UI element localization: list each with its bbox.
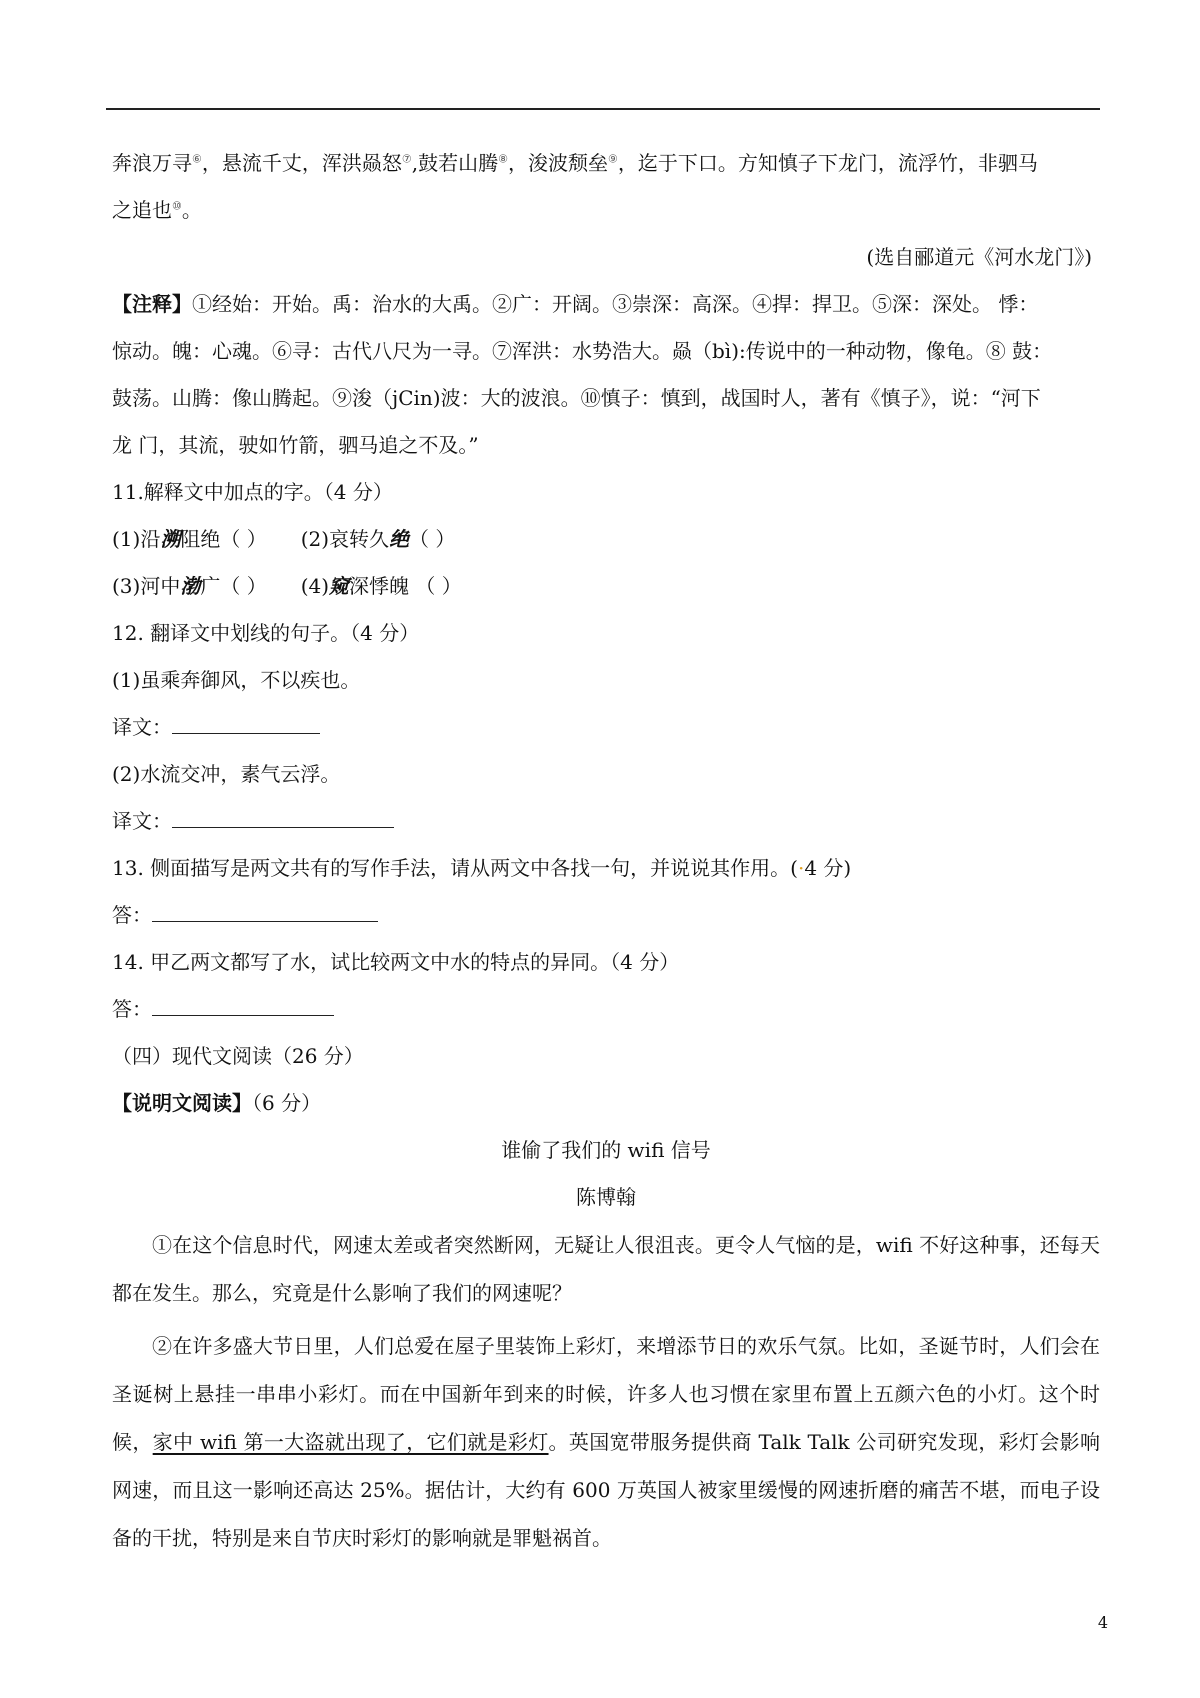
question-13-stem: [112, 845, 1100, 892]
page-number: 4: [1097, 1613, 1108, 1632]
question-12-answer-2: [112, 798, 1100, 845]
text-a-line-2: [112, 187, 1100, 234]
source-citation: (选自郦道元《河水龙门》): [866, 245, 1092, 269]
translation-label: 译文：: [112, 715, 172, 739]
q11-item-text: (3)河中: [112, 574, 181, 598]
footnote-ref: ⑦: [401, 152, 412, 166]
answer-label: 答：: [112, 903, 152, 927]
footnote-ref: ⑥: [192, 152, 202, 166]
dotted-char: 绝 •: [389, 527, 409, 551]
question-12-answer-1: [112, 704, 1100, 751]
section-4-subtitle: [112, 1080, 1100, 1127]
notes-label: 【注释】: [112, 292, 192, 316]
dotted-char: 渤 •: [180, 574, 200, 598]
question-14-answer: [112, 986, 1100, 1033]
answer-blank[interactable]: [172, 807, 394, 828]
q11-item-text: (4): [300, 574, 330, 598]
q13-text: 13. 侧面描写是两文共有的写作手法，请从两文中各找一句，并说说其作用。(: [112, 856, 798, 880]
answer-label: 答：: [112, 997, 152, 1021]
q11-item-text: 深悸魄 （ ）: [349, 574, 462, 598]
q11-item-text: (2)哀转久: [300, 527, 390, 551]
answer-blank[interactable]: [172, 713, 320, 734]
dotted-char: 溯 •: [160, 527, 180, 551]
article-title: 谁偷了我们的 wifi 信号: [501, 1138, 711, 1162]
text-a-line-1: [112, 140, 1100, 187]
notes-line-2: 惊动。魄：心魂。⑥寻：古代八尺为一寻。⑦浑洪：水势浩大。赑（bì):传说中的一种动物，像龟。⑧ 鼓：: [112, 339, 1053, 363]
underlined-sentence: 家中 wifi 第一大盗就出现了，它们就是彩灯: [152, 1430, 549, 1454]
notes-line-1: [112, 281, 1100, 328]
question-11-row-2: [112, 563, 1100, 610]
paragraph-text: 。英国宽带服务提供商 Talk Talk 公司研究发现，彩灯会影响网速，而且这一影响还高达 25%。据估计，大约有 600 万英国人被家里缓慢的网速折磨的痛苦不堪，而电子设备的干扰，特别是来自节庆时彩灯的影响就是罪魁祸首。: [112, 1430, 1100, 1550]
question-11-row-1: [112, 516, 1100, 563]
paragraph-text: ②在许多盛大节日里，人们总爱在屋子里装饰上彩灯，来增添节日的欢乐气氛。比如，圣诞节时，人们会在圣诞树上悬挂一串串小彩灯。而在中国新年到来的时候，许多人也习惯在家里布置上五颜六色的小灯。这个时候，: [112, 1334, 1100, 1454]
footnote-ref: ⑩: [172, 199, 182, 213]
notes-text: ①经始：开始。禹：治水的大禹。②广：开阔。③崇深：高深。④捍：捍卫。⑤深：深处。 悸：: [192, 292, 1039, 316]
subsection-label: 【说明文阅读】: [112, 1091, 252, 1115]
q11-item-text: 阻绝（ ）: [180, 527, 267, 551]
notes-line-4: 龙 门，其流，驶如竹箭，驷马追之不及。”: [112, 433, 479, 457]
text-a-seg: ，迄于下口。方知慎子下龙门，流浮竹，非驷马: [617, 151, 1038, 175]
question-13-answer: [112, 892, 1100, 939]
question-12-sentence-2: (2)水流交冲，素气云浮。: [112, 762, 341, 786]
text-a-seg: ，悬流千丈，浑洪赑怒: [201, 151, 402, 175]
notes-line-3: 鼓荡。山腾：像山腾起。⑨浚（jCin)波：大的波浪。⑩慎子：慎到，战国时人，著有《慎子》，说：“河下: [112, 386, 1041, 410]
question-12-stem: 12. 翻译文中划线的句子。（4 分）: [112, 621, 420, 645]
subsection-score: （6 分）: [252, 1091, 322, 1115]
translation-label: 译文：: [112, 809, 172, 833]
question-12-sentence-1: (1)虽乘奔御风，不以疾也。: [112, 668, 361, 692]
footnote-ref: ⑧: [498, 152, 508, 166]
section-4-title: （四）现代文阅读（26 分）: [112, 1044, 364, 1068]
footnote-ref: ⑨: [607, 152, 618, 166]
q11-item-text: (1)沿: [112, 527, 161, 551]
page-content: [112, 140, 1100, 1562]
text-a-seg: 奔浪万寻: [112, 151, 192, 175]
q13-text: 4 分): [804, 856, 852, 880]
answer-blank[interactable]: [152, 995, 334, 1016]
article-paragraph-2: [112, 1322, 1100, 1562]
question-11-stem: 11.解释文中加点的字。（4 分）: [112, 480, 393, 504]
dotted-char: 窥 •: [329, 574, 349, 598]
header-rule: [106, 108, 1100, 110]
q11-item-text: （ ）: [409, 527, 456, 551]
text-a-seg: 之追也: [112, 198, 172, 222]
text-a-seg: 。: [181, 198, 202, 222]
q11-item-text: 广（ ）: [200, 574, 267, 598]
article-author: 陈博翰: [576, 1185, 636, 1209]
text-a-seg: ，浚波颓垒: [507, 151, 608, 175]
text-a-seg: ,鼓若山腾: [411, 151, 499, 175]
question-14-stem: 14. 甲乙两文都写了水，试比较两文中水的特点的异同。（4 分）: [112, 950, 680, 974]
article-paragraph-1: ①在这个信息时代，网速太差或者突然断网，无疑让人很沮丧。更令人气恼的是，wifi 不好这种事，还每天都在发生。那么，究竟是什么影响了我们的网速呢？: [112, 1233, 1100, 1305]
q13-mark: ·: [797, 856, 805, 880]
answer-blank[interactable]: [152, 901, 378, 922]
